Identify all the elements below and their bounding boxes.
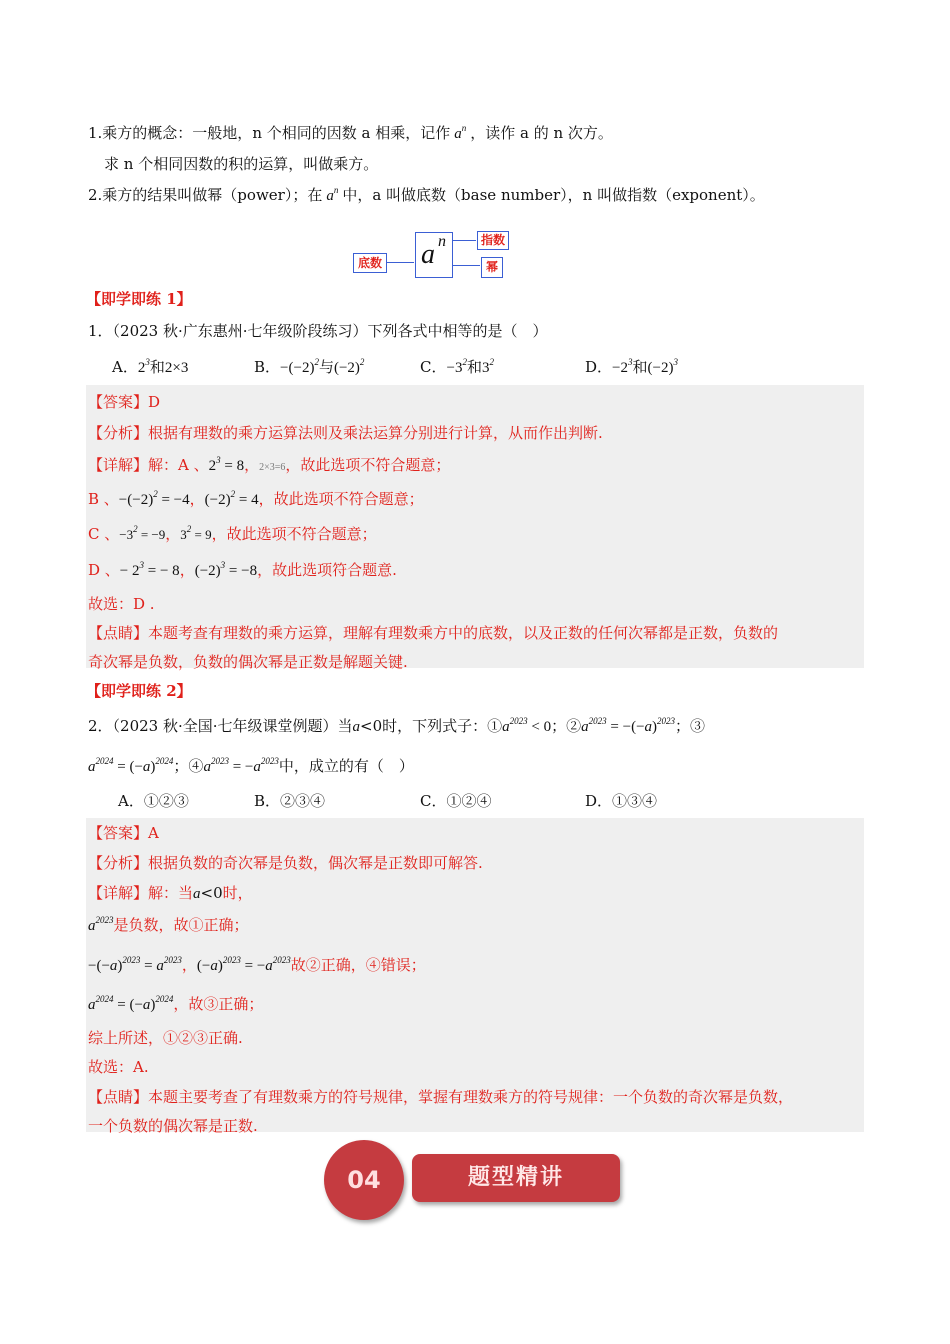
exponent-label: 指数 xyxy=(477,231,509,250)
section-title-banner: 题型精讲 xyxy=(412,1154,620,1202)
intro-line-1: 1.乘方的概念：一般地，n 个相同的因数 a 相乘，记作 $a^n$ ，读作 a 的 n 次方。 xyxy=(88,123,613,142)
practice-1-detail-d: D 、− $2^3$ = − 8，$(-2)^3 = -8$，故此选项符合题意. xyxy=(88,560,397,579)
practice-2-option-c: C．①②④ xyxy=(420,792,492,810)
intro-line-3: 2.乘方的结果叫做幂（power）；在 $a^n$ 中，a 叫做底数（base number），n 叫做指数（exponent）。 xyxy=(88,185,765,204)
practice-1-detail-c: C 、$-3^2 = -9$，$3^2 = 9$，故此选项不符合题意； xyxy=(88,524,377,543)
intro-line-2: 求 n 个相同因数的积的运算，叫做乘方。 xyxy=(104,155,379,173)
base-label: 底数 xyxy=(353,253,387,273)
practice-2-detail-1: $a^{2023}$是负数，故①正确； xyxy=(88,915,249,934)
practice-1-choose: 故选：D . xyxy=(88,595,155,613)
practice-2-detail-2: $-(-a)^{2023} = a^{2023}$，$(-a)^{2023} = -a^{2023}$故②正确，④错误； xyxy=(88,955,426,974)
power-box: a n xyxy=(415,232,453,278)
power-label: 幂 xyxy=(481,257,503,278)
practice-1-comment-1: 【点睛】本题考查有理数的乘方运算，理解有理数乘方中的底数，以及正数的任何次幂都是正数，负数的 xyxy=(88,624,779,642)
practice-2-option-b: B．②③④ xyxy=(254,792,326,810)
arrow-power xyxy=(452,265,480,266)
practice-2-question-line-2: $a^{2024} = (-a)^{2024}$；$④a^{2023} = -a^{2023}$中，成立的有（ ） xyxy=(88,756,414,775)
practice-2-question-line-1: 2．（2023 秋·全国·七年级课堂例题）当a<0时，下列式子：$①a^{2023} < 0$；$②a^{2023} = -(-a)^{2023}$；③ xyxy=(88,716,706,735)
practice-2-comment-1: 【点睛】本题主要考查了有理数乘方的符号规律，掌握有理数乘方的符号规律：一个负数的奇次幂是负数， xyxy=(88,1088,794,1106)
practice-1-detail-a: 【详解】解：A 、$2^3 = 8$，2×3=6，故此选项不符合题意； xyxy=(88,455,451,474)
practice-2-header: 【即学即练 2】 xyxy=(86,682,192,700)
practice-2-choose: 故选：A. xyxy=(88,1058,149,1076)
arrow-exponent xyxy=(452,240,476,241)
practice-1-question: 1．（2023 秋·广东惠州·七年级阶段练习）下列各式中相等的是（ ） xyxy=(88,322,548,340)
practice-2-answer: 【答案】A xyxy=(88,824,159,842)
practice-2-option-a: A．①②③ xyxy=(118,792,189,810)
practice-1-header: 【即学即练 1】 xyxy=(86,290,192,308)
practice-2-summary: 综上所述，①②③正确. xyxy=(88,1029,243,1047)
arrow-base xyxy=(386,262,414,263)
section-number-badge: 04 xyxy=(324,1140,404,1220)
practice-1-option-b: B．$-(-2)^2$与$(-2)^2$ xyxy=(254,357,365,376)
practice-1-detail-b: B 、$-(-2)^2 = -4$，$(-2)^2 = 4$，故此选项不符合题意； xyxy=(88,489,424,508)
practice-2-option-d: D．①③④ xyxy=(585,792,658,810)
practice-1-comment-2: 奇次幂是负数，负数的偶次幂是正数是解题关键. xyxy=(88,653,408,671)
practice-2-detail-3: $a^{2024} = (-a)^{2024}$，故③正确； xyxy=(88,994,264,1013)
practice-1-answer: 【答案】D xyxy=(88,393,161,411)
practice-1-analysis: 【分析】根据有理数的乘方运算法则及乘法运算分别进行计算，从而作出判断. xyxy=(88,424,603,442)
practice-2-analysis: 【分析】根据负数的奇次幂是负数，偶次幂是正数即可解答. xyxy=(88,854,483,872)
practice-1-option-a: A．$2^3$和2×3 xyxy=(112,357,189,376)
practice-1-option-d: D．$-2^3$和$(-2)^3$ xyxy=(585,357,678,376)
practice-1-option-c: C．$-3^2$和$3^2$ xyxy=(420,357,494,376)
practice-2-detail-head: 【详解】解：当a<0时， xyxy=(88,884,253,902)
practice-2-comment-2: 一个负数的偶次幂是正数. xyxy=(88,1117,258,1135)
